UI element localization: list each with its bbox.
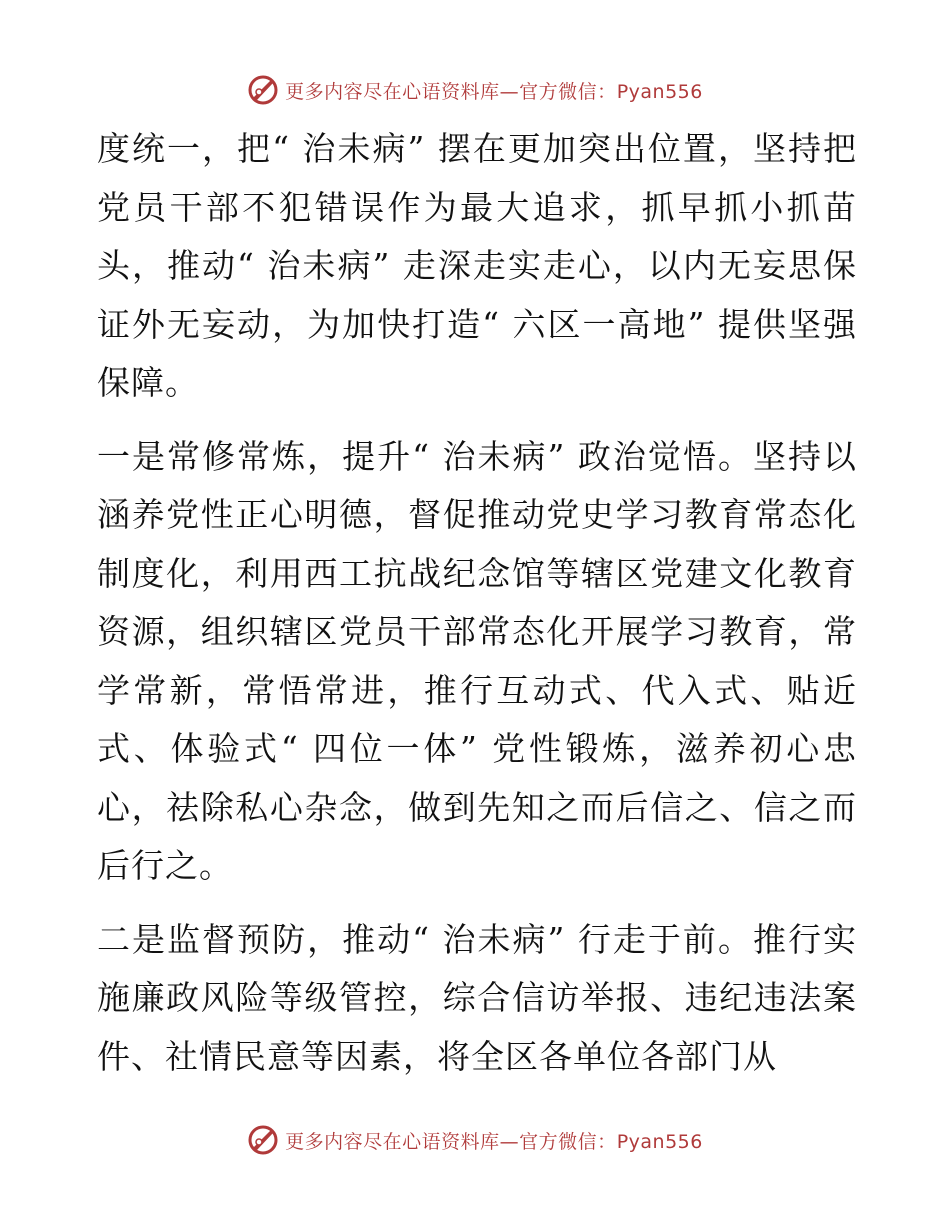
- brand-text: 更多内容尽在心语资料库: [285, 1130, 500, 1153]
- wechat-label: 官方微信：: [519, 80, 617, 103]
- footer-banner: [0, 1122, 950, 1158]
- wechat-id: Pyan556: [616, 80, 703, 103]
- header-banner-text: [285, 77, 703, 104]
- wechat-id: Pyan556: [616, 1130, 703, 1153]
- footer-banner-text: [285, 1127, 703, 1154]
- footer-banner-inner: [247, 1124, 703, 1156]
- header-banner: [0, 72, 950, 108]
- paragraph-1: 度统一，把“ 治未病” 摆在更加突出位置，坚持把党员干部不犯错误作为最大追求，抓早抓小抓苗头，推动“ 治未病” 走深走实走心，以内无妄思保证外无妄动，为加快打造“ 六区一高地” 提供坚强保障。: [97, 129, 857, 402]
- paragraph-3: 二是监督预防，推动“ 治未病” 行走于前。推行实施廉政风险等级管控，综合信访举报、违纪违法案件、社情民意等因素，将全区各单位各部门从: [97, 919, 857, 1076]
- banner-separator: —: [499, 1130, 520, 1153]
- document-body: [97, 120, 857, 1086]
- header-banner-inner: [247, 74, 703, 106]
- brand-text: 更多内容尽在心语资料库: [285, 80, 500, 103]
- banner-separator: —: [499, 80, 520, 103]
- quill-circle-logo-icon: [247, 74, 279, 106]
- paragraph-2: 一是常修常炼，提升“ 治未病” 政治觉悟。坚持以涵养党性正心明德，督促推动党史学习教育常态化制度化，利用西工抗战纪念馆等辖区党建文化教育资源，组织辖区党员干部常态化开展学习教育，常学常新，常悟常进，推行互动式、代入式、贴近式、体验式“ 四位一体” 党性锻炼，滋养初心忠心，祛除私心杂念，做到先知之而后信之、信之而后行之。: [97, 436, 857, 885]
- quill-circle-logo-icon: [247, 1124, 279, 1156]
- wechat-label: 官方微信：: [519, 1130, 617, 1153]
